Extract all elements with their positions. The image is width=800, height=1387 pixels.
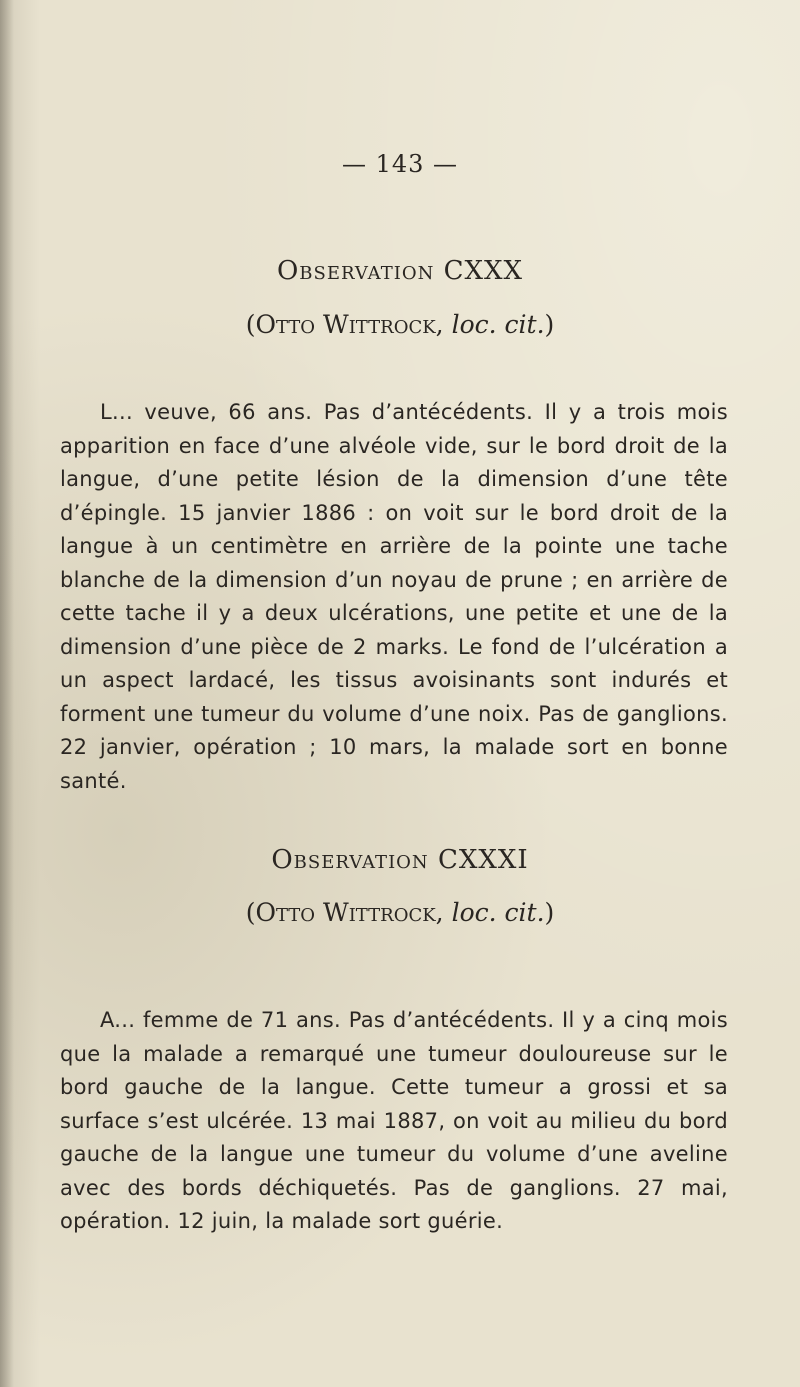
source-close: ) [544, 898, 555, 927]
page-number: — 143 — [341, 150, 459, 178]
observation-text-cxxx: L... veuve, 66 ans. Pas d’antécédents. Il y a trois mois apparition en face d’une alvéole vide, sur le bord droit de la langue, d’une petite lésion de la dimension d’une tête d’épingle. 15 janvier 1886 : on voit sur le bord droit de la langue à un centimètre en arrière de la pointe une tache blanche de la dimension d’un noyau de prune ; en arrière de cette tache il y a deux ulcérations, une petite et une de la dimension d’une pièce de 2 marks. Le fond de l’ulcération a un aspect lardacé, les tissus avoisinants sont indurés et forment une tumeur du volume d’une noix. Pas de ganglions. 22 janvier, opération ; 10 mars, la malade sort en bonne santé. [60, 400, 728, 793]
observation-text-cxxxi: A... femme de 71 ans. Pas d’antécédents. Il y a cinq mois que la malade a remarqué une tumeur douloureuse sur le bord gauche de la langue. Cette tumeur a grossi et sa surface s’est ulcérée. 13 mai 1887, on voit au milieu du bord gauche de la langue une tumeur du volume d’une aveline avec des bords déchiquetés. Pas de ganglions. 27 mai, opération. 12 juin, la malade sort guérie. [60, 1008, 728, 1233]
source-author: (Otto Wittrock, [245, 898, 452, 927]
source-reference: loc. cit. [451, 310, 545, 339]
source-reference: loc. cit. [451, 898, 545, 927]
observation-source-cxxxi [0, 898, 800, 927]
observation-title-cxxxi: Observation CXXXI [271, 845, 529, 875]
observation-title-cxxx: Observation CXXX [276, 256, 524, 286]
source-author: (Otto Wittrock, [245, 310, 452, 339]
observation-source-cxxx [0, 310, 800, 339]
page-edge-shadow [0, 0, 14, 1387]
source-close: ) [544, 310, 555, 339]
